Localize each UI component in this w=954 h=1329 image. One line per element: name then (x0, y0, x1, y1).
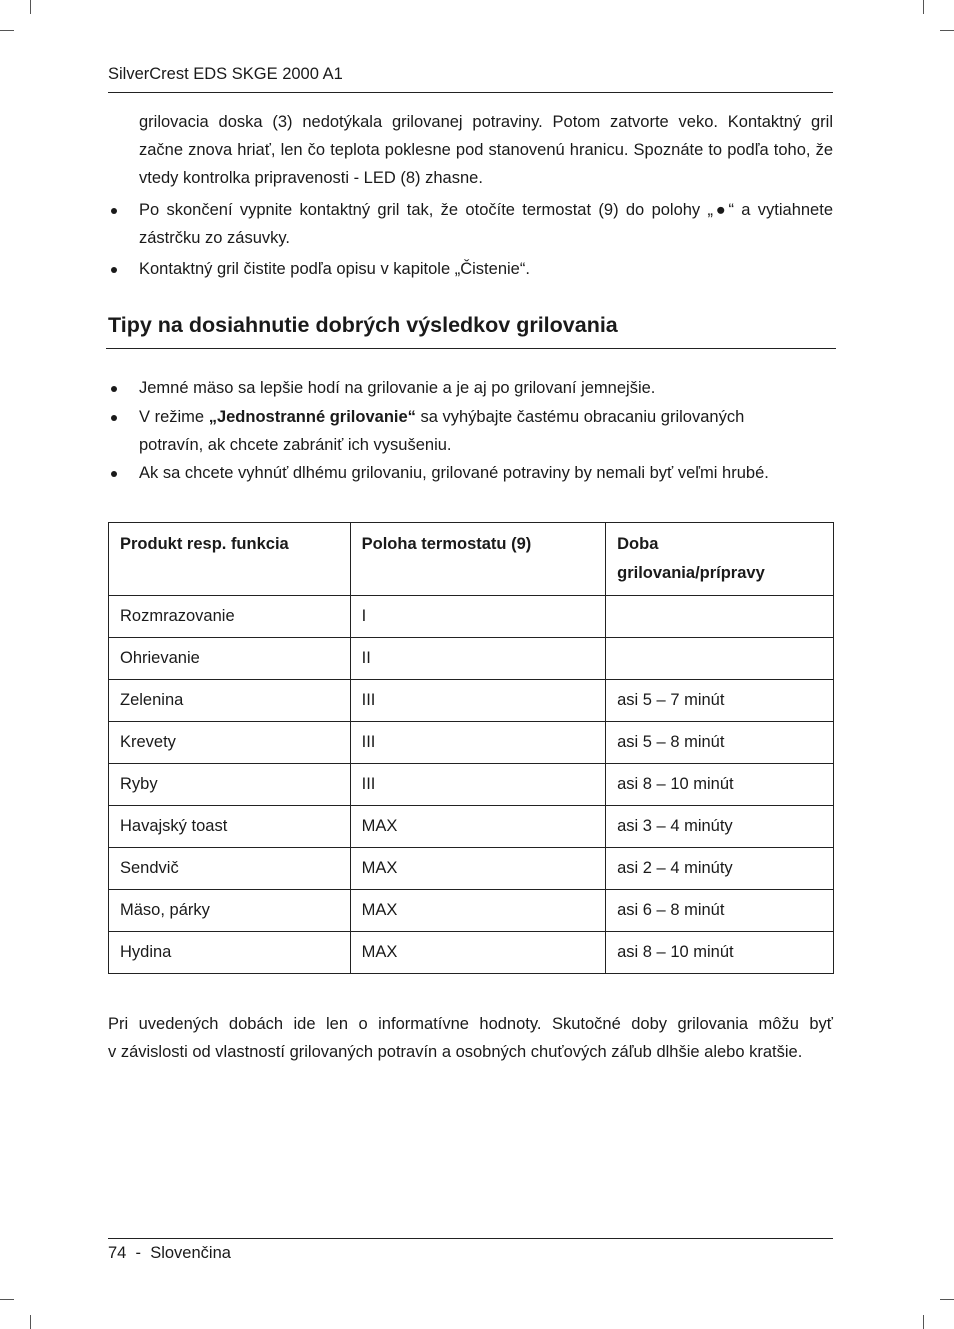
product-cell: Rozmrazovanie (109, 596, 351, 638)
column-header: Doba grilovania/prípravy (606, 523, 834, 596)
note-text: v závislosti od vlastností grilovaných potravín a osobných chuťových záľub dlhšie alebo kratšie. (108, 1043, 803, 1061)
table-row (109, 764, 834, 806)
crop-mark (923, 1315, 924, 1329)
footer-language: Slovenčina (150, 1244, 231, 1262)
time-cell: asi 5 – 7 minút (606, 680, 834, 722)
time-cell: asi 8 – 10 minút (606, 764, 834, 806)
table-row (109, 596, 834, 638)
crop-mark (923, 0, 924, 14)
product-cell: Mäso, párky (109, 890, 351, 932)
footer-separator: - (135, 1244, 142, 1262)
thermostat-cell: MAX (350, 848, 605, 890)
product-cell: Ryby (109, 764, 351, 806)
crop-mark (0, 1299, 14, 1300)
table-row (109, 890, 834, 932)
table-row (109, 680, 834, 722)
product-cell: Krevety (109, 722, 351, 764)
table-row (109, 722, 834, 764)
time-cell (606, 596, 834, 638)
product-cell: Ohrievanie (109, 638, 351, 680)
tip-text: Jemné mäso sa lepšie hodí na grilovanie a je aj po grilovaní jemnejšie. (139, 379, 656, 397)
time-cell (606, 638, 834, 680)
time-cell: asi 3 – 4 minúty (606, 806, 834, 848)
product-cell: Havajský toast (109, 806, 351, 848)
bullet-text: Kontaktný gril čistite podľa opisu v kapitole „Čistenie“. (139, 260, 530, 278)
continued-line: začne znova hriať, len čo teplota poklesne pod stanovenú hranicu. Spoznáte to podľa toho, že (139, 141, 833, 159)
product-cell: Sendvič (109, 848, 351, 890)
continued-line: grilovacia doska (3) nedotýkala grilovanej potraviny. Potom zatvorte veko. Kontaktný gril (139, 113, 833, 131)
tip-text (139, 403, 833, 431)
bullet-icon (111, 267, 117, 273)
page-header (108, 62, 833, 93)
tip-text-pre: V režime (139, 408, 209, 426)
bullet-icon (111, 415, 117, 421)
footer-label (108, 1244, 231, 1263)
section-heading: Tipy na dosiahnutie dobrých výsledkov grilovania (108, 313, 618, 337)
crop-mark (30, 1315, 31, 1329)
crop-mark (0, 30, 14, 31)
document-title: SilverCrest EDS SKGE 2000 A1 (108, 65, 343, 83)
thermostat-cell: MAX (350, 890, 605, 932)
continued-line: vtedy kontrolka pripravenosti - LED (8) zhasne. (139, 169, 483, 187)
table-row (109, 932, 834, 974)
tip-text: Ak sa chcete vyhnúť dlhému grilovaniu, grilované potraviny by nemali byť veľmi hrubé. (139, 464, 769, 482)
tip-text: potravín, ak chcete zabrániť ich vysušeniu. (139, 436, 452, 454)
thermostat-cell: I (350, 596, 605, 638)
product-cell: Hydina (109, 932, 351, 974)
thermostat-cell: III (350, 764, 605, 806)
table-row (109, 638, 834, 680)
product-cell: Zelenina (109, 680, 351, 722)
thermostat-cell: MAX (350, 806, 605, 848)
bullet-icon (111, 386, 117, 392)
bullet-text: Po skončení vypnite kontaktný gril tak, že otočíte termostat (9) do polohy „●“ a vytiahnete (139, 201, 833, 219)
crop-mark (940, 30, 954, 31)
grilling-table (108, 522, 834, 974)
bullet-icon (111, 208, 117, 214)
bullet-icon (111, 471, 117, 477)
tip-text-post: sa vyhýbajte častému obracaniu grilovaných (415, 408, 745, 426)
crop-mark (940, 1299, 954, 1300)
bullet-text: zástrčku zo zásuvky. (139, 229, 290, 247)
thermostat-cell: II (350, 638, 605, 680)
mode-name: „Jednostranné grilovanie“ (208, 408, 416, 426)
table-row (109, 848, 834, 890)
thermostat-cell: MAX (350, 932, 605, 974)
thermostat-cell: III (350, 722, 605, 764)
table-row (109, 806, 834, 848)
column-header: Poloha termostatu (9) (350, 523, 605, 596)
page-footer (108, 1238, 833, 1262)
column-header: Produkt resp. funkcia (109, 523, 351, 596)
crop-mark (30, 0, 31, 14)
time-cell: asi 6 – 8 minút (606, 890, 834, 932)
time-cell: asi 8 – 10 minút (606, 932, 834, 974)
time-cell: asi 2 – 4 minúty (606, 848, 834, 890)
table-header-row (109, 523, 834, 596)
page-number: 74 (108, 1244, 127, 1262)
time-cell: asi 5 – 8 minút (606, 722, 834, 764)
heading-rule (106, 348, 836, 349)
thermostat-cell: III (350, 680, 605, 722)
note-text: Pri uvedených dobách ide len o informatívne hodnoty. Skutočné doby grilovania môžu byť (108, 1015, 833, 1033)
